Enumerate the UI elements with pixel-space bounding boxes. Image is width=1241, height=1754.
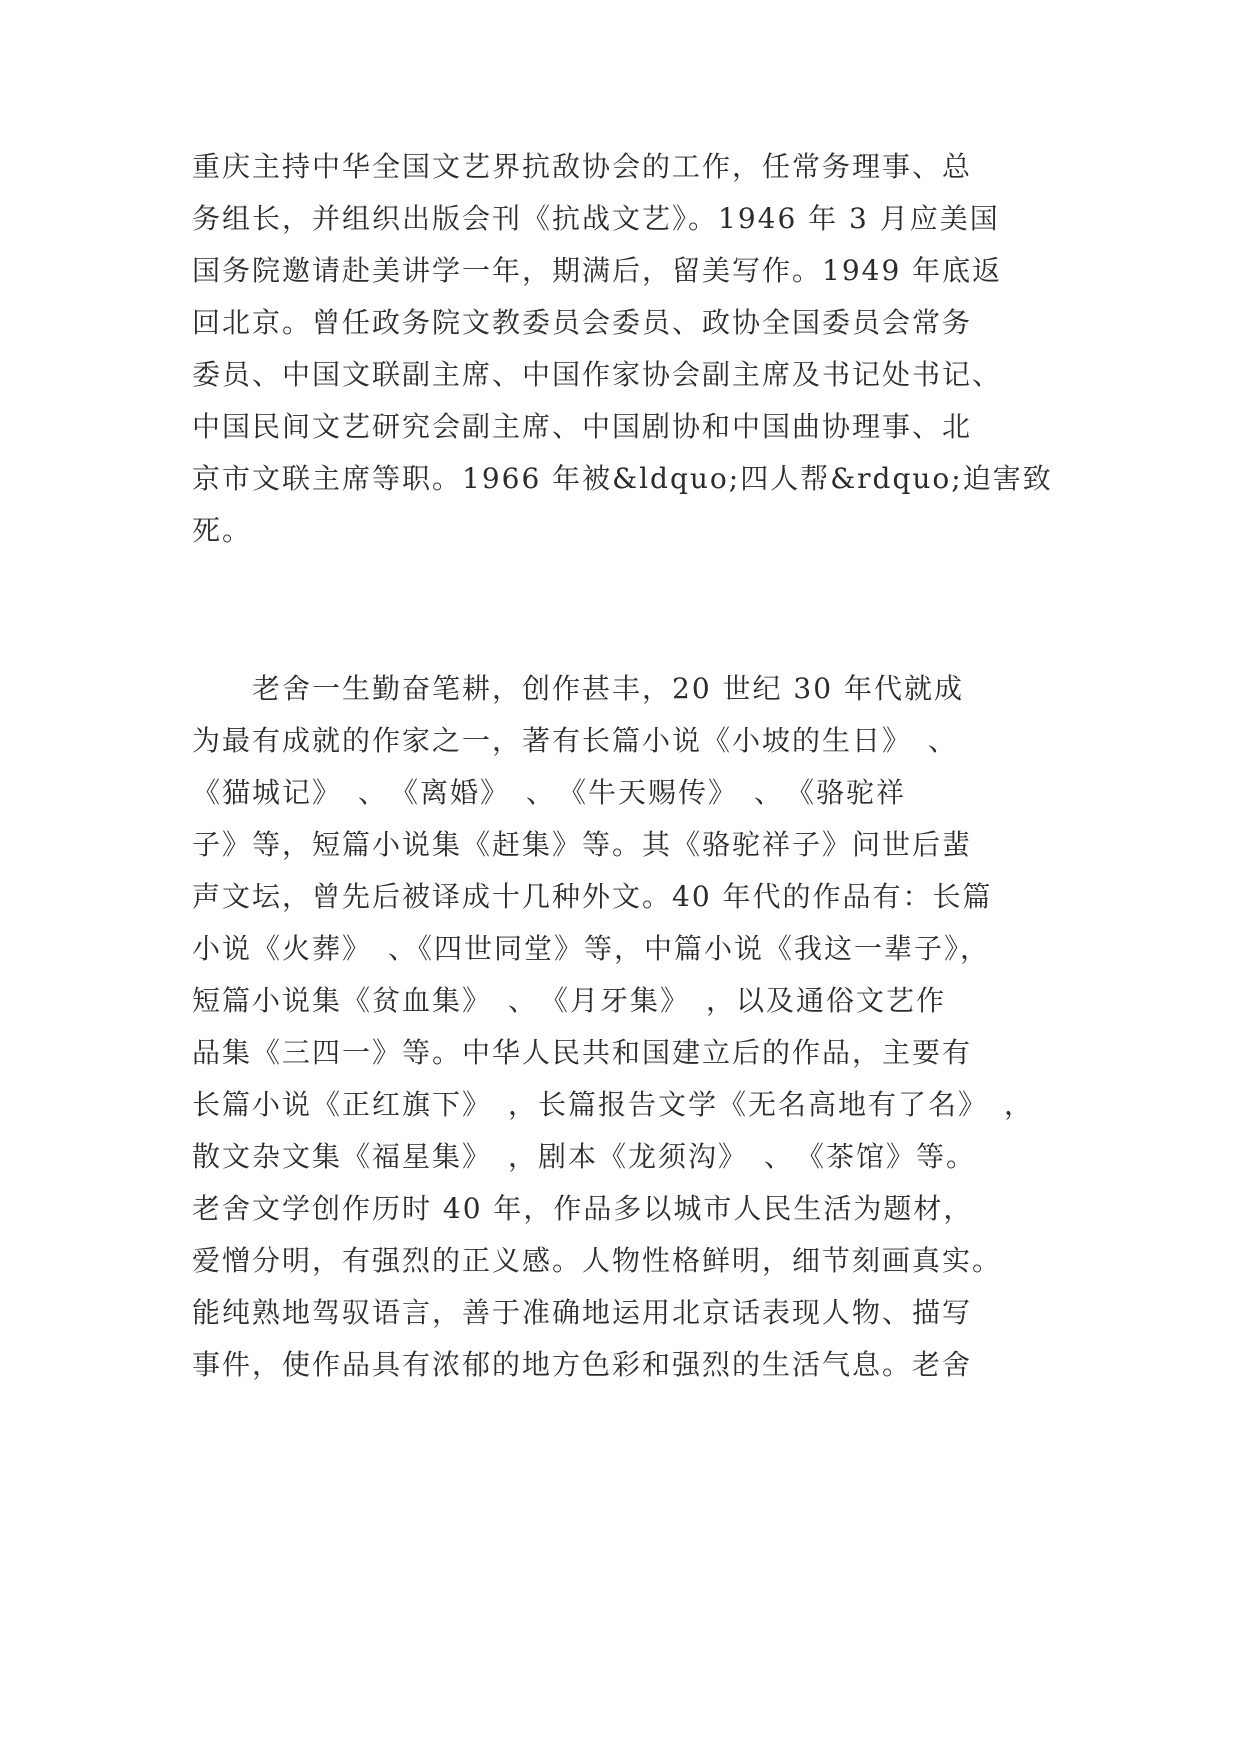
text-line: 务组长，并组织出版会刊《抗战文艺》。1946 年 3 月应美国 [192,202,1000,235]
text-line: 短篇小说集《贫血集》 、 《月牙集》 ，以及通俗文艺作 [192,984,947,1017]
text-line: 京市文联主席等职。1966 年被&ldquo;四人帮&rdquo;迫害致 [192,462,1053,495]
text-line: 《猫城记》 、 《离婚》 、 《牛天赐传》 、 《骆驼祥 [192,776,907,809]
text-line: 回北京。曾任政务院文教委员会委员、政协全国委员会常务 [192,306,973,339]
text-line: 中国民间文艺研究会副主席、中国剧协和中国曲协理事、北 [192,410,973,443]
text-line: 重庆主持中华全国文艺界抗敌协会的工作，任常务理事、总 [192,150,973,183]
text-line: 爱憎分明，有强烈的正义感。人物性格鲜明，细节刻画真实。 [192,1244,1003,1277]
text-line: 国务院邀请赴美讲学一年，期满后，留美写作。1949 年底返 [192,254,1003,287]
text-line: 小说《火葬》 、《四世同堂》等，中篇小说《我这一辈子》， [192,932,991,965]
text-line: 子》等，短篇小说集《赶集》等。其《骆驼祥子》问世后蜚 [192,828,973,861]
text-line: 委员、中国文联副主席、中国作家协会副主席及书记处书记、 [192,358,1003,391]
text-line: 老舍一生勤奋笔耕，创作甚丰，20 世纪 30 年代就成 [192,672,964,705]
text-line: 死。 [192,514,253,547]
text-line: 散文杂文集《福星集》 ，剧本《龙须沟》 、 《茶馆》等。 [192,1140,977,1173]
text-line: 声文坛，曾先后被译成十几种外文。40 年代的作品有：长篇 [192,880,993,913]
text-line: 长篇小说《正红旗下》 ，长篇报告文学《无名高地有了名》 ， [192,1088,1035,1121]
text-line: 能纯熟地驾驭语言，善于准确地运用北京话表现人物、描写 [192,1296,973,1329]
text-line: 为最有成就的作家之一，著有长篇小说《小坡的生日》 、 [192,724,959,757]
text-line: 老舍文学创作历时 40 年，作品多以城市人民生活为题材， [192,1192,974,1225]
text-line: 事件，使作品具有浓郁的地方色彩和强烈的生活气息。老舍 [192,1348,973,1381]
text-line: 品集《三四一》等。中华人民共和国建立后的作品，主要有 [192,1036,973,1069]
